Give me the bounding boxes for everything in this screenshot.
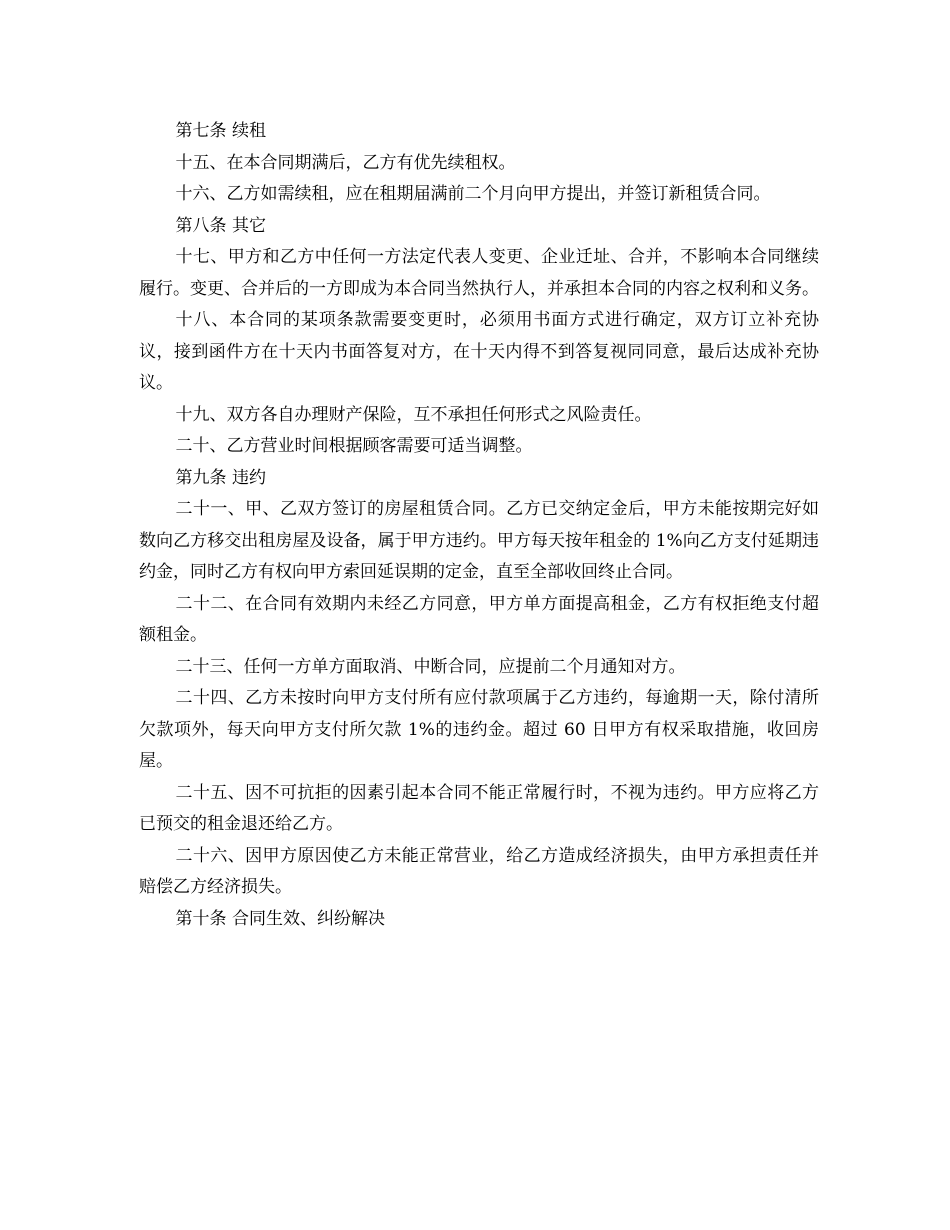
article-heading: 第十条 合同生效、纠纷解决 [175,908,385,929]
clause-paragraph: 十七、甲方和乙方中任何一方法定代表人变更、企业迁址、合并，不影响本合同继续履行。变更、合并后的一方即成为本合同当然执行人，并承担本合同的内容之权利和义务。 [139,247,819,299]
clause-paragraph: 十八、本合同的某项条款需要变更时，必须用书面方式进行确定，双方订立补充协议，接到函件方在十天内书面答复对方，在十天内得不到答复视同同意，最后达成补充协议。 [139,310,819,393]
clause-paragraph: 二十、乙方营业时间根据顾客需要可适当调整。 [175,436,533,456]
document-body [139,116,819,935]
clause-paragraph: 二十六、因甲方原因使乙方未能正常营业，给乙方造成经济损失，由甲方承担责任并赔偿乙方经济损失。 [139,845,819,897]
clause-paragraph: 二十一、甲、乙双方签订的房屋租赁合同。乙方已交纳定金后，甲方未能按期完好如数向乙方移交出租房屋及设备，属于甲方违约。甲方每天按年租金的 1%向乙方支付延期违约金，同时乙方有权向甲方索回延误期的定金，直至全部收回终止合同。 [139,499,819,582]
clause-paragraph: 二十五、因不可抗拒的因素引起本合同不能正常履行时，不视为违约。甲方应将乙方已预交的租金退还给乙方。 [139,782,819,834]
clause-paragraph: 十九、双方各自办理财产保险，互不承担任何形式之风险责任。 [175,404,652,425]
clause-paragraph: 二十三、任何一方单方面取消、中断合同，应提前二个月通知对方。 [175,656,686,677]
article-heading: 第八条 其它 [175,215,266,236]
article-heading: 第七条 续租 [175,121,266,141]
clause-paragraph: 二十二、在合同有效期内未经乙方同意，甲方单方面提高租金，乙方有权拒绝支付超额租金。 [139,593,819,645]
clause-paragraph: 十六、乙方如需续租，应在租期届满前二个月向甲方提出，并签订新租赁合同。 [175,184,771,204]
clause-paragraph: 二十四、乙方未按时向甲方支付所有应付款项属于乙方违约，每逾期一天，除付清所欠款项外，每天向甲方支付所欠款 1%的违约金。超过 60 日甲方有权采取措施，收回房屋。 [139,688,819,771]
article-heading: 第九条 违约 [175,467,266,488]
clause-paragraph: 十五、在本合同期满后，乙方有优先续租权。 [175,152,516,173]
